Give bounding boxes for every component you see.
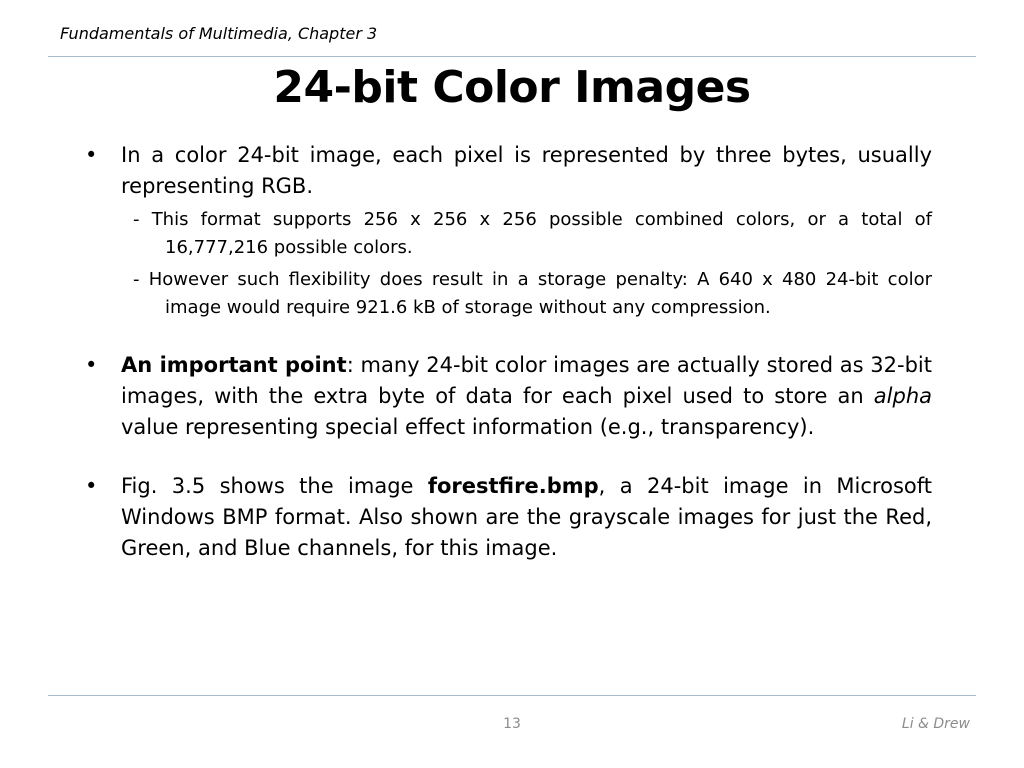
bullet-text: Fig. 3.5 shows the image bbox=[121, 474, 428, 498]
sub-point-1: - This format supports 256 x 256 x 256 possible combined colors, or a total of 16,777,216 possible colors. bbox=[133, 209, 932, 258]
bullet-text: In a color 24-bit image, each pixel is represented by three bytes, usually representing RGB. bbox=[121, 143, 932, 198]
bullet-text: value representing special effect information (e.g., transparency). bbox=[121, 415, 815, 439]
bullet-text: : many 24-bit color images are actually stored as 32-bit images, with the extra byte of data for each pixel used to store an bbox=[121, 353, 932, 408]
bullet-item-3 bbox=[85, 471, 932, 564]
bullet-item-1 bbox=[85, 140, 932, 202]
footer-rule bbox=[48, 695, 976, 696]
slide-body bbox=[0, 140, 1024, 564]
slide-title: 24-bit Color Images bbox=[273, 62, 751, 113]
bullet-dot-icon: • bbox=[85, 143, 98, 167]
bullet-dot-icon: • bbox=[85, 474, 98, 498]
bold-lead: An important point bbox=[121, 353, 347, 377]
header-rule bbox=[48, 56, 976, 57]
page-number: 13 bbox=[503, 716, 521, 732]
bullet-item-2 bbox=[85, 350, 932, 443]
italic-term: alpha bbox=[873, 384, 932, 408]
bullet-text: , a 24-bit image in Microsoft Windows BMP format. Also shown are the grayscale images for just the Red, Green, and Blue channels, for this image. bbox=[121, 474, 932, 560]
bullet-dot-icon: • bbox=[85, 353, 98, 377]
footer-authors: Li & Drew bbox=[901, 716, 970, 732]
filename: forestfire.bmp bbox=[427, 474, 599, 498]
slide-header: Fundamentals of Multimedia, Chapter 3 bbox=[60, 24, 378, 43]
sub-point-2: - However such flexibility does result in a storage penalty: A 640 x 480 24-bit color image would require 921.6 kB of storage without any compression. bbox=[133, 269, 932, 318]
